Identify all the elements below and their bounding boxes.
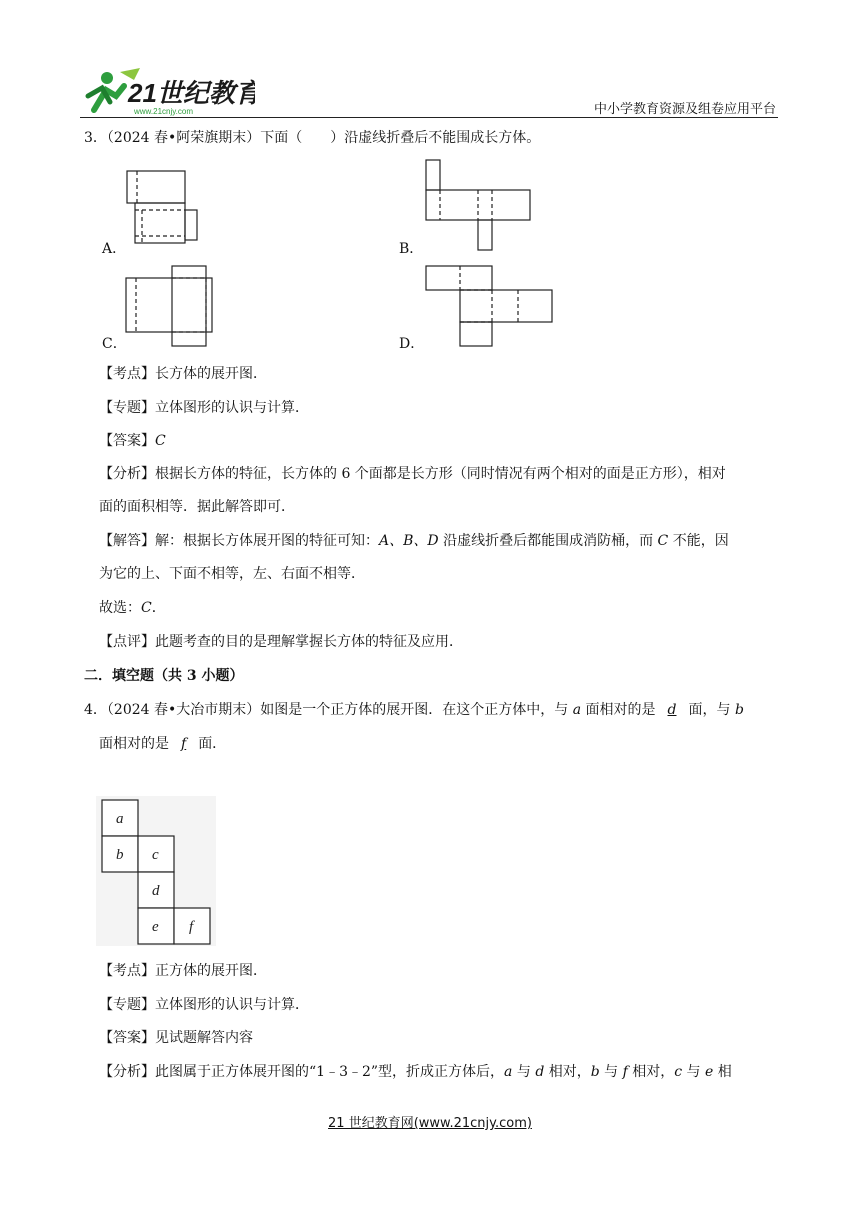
face-f-label: f: [189, 919, 194, 935]
q4-stem-text-4: 面，与: [688, 702, 735, 718]
q3-guxuan-end: ．: [151, 600, 166, 616]
q4-kaodian: 【考点】正方体的展开图．: [99, 963, 267, 979]
q4-stem-line2: [99, 734, 226, 754]
face-d-label: d: [152, 883, 160, 899]
q3-stem: 3．（2024 春•阿荣旗期末）下面（ ）沿虚线折叠后不能围成长方体。: [84, 130, 541, 146]
face-b-label: b: [116, 847, 124, 863]
q4-fenxi-text-7: 与: [599, 1064, 623, 1080]
platform-name: 中小学教育资源及组卷应用平台: [593, 102, 776, 117]
q4-answer-1: d: [667, 702, 677, 718]
footer-link[interactable]: 21 世纪教育网(www.21cnjy.com): [328, 1116, 532, 1131]
q4-fenxi-text-2: a: [504, 1064, 513, 1080]
logo-text: 21世纪教育: [128, 78, 255, 108]
q4-fenxi-text-1: 【分析】此图属于正方体展开图的“1﹣3﹣2”型，折成正方体后，: [99, 1064, 505, 1080]
q3-figure-c: [122, 264, 218, 348]
q4-stem-text-7: 面．: [198, 736, 227, 752]
q3-guxuan-value: C: [141, 600, 152, 616]
q4-stem-text-5: b: [734, 702, 744, 718]
q4-fenxi-text-3: 与: [512, 1064, 536, 1080]
q4-stem-line1: [84, 700, 744, 720]
q4-fenxi-text-11: 与: [682, 1064, 705, 1080]
q3-jieda-text-4: C: [657, 533, 669, 549]
q4-answer: 【答案】见试题解答内容: [99, 1030, 253, 1046]
q3-guxuan: [99, 598, 166, 618]
q3-jieda-text-5: 不能，因: [668, 533, 729, 549]
q4-stem-text-1: 4．（2024 春•大冶市期末）如图是一个正方体的展开图．在这个正方体中，与: [84, 702, 573, 718]
q3-kaodian: 【考点】长方体的展开图．: [99, 366, 267, 382]
q4-cube-net: [96, 796, 220, 950]
q4-stem-text-3: 面相对的是: [581, 702, 656, 718]
logo-graphic: [80, 66, 255, 116]
q4-stem-text-6: 面相对的是: [99, 736, 169, 752]
logo-subtext: www.21cnjy.com: [134, 107, 193, 116]
face-e-label: e: [152, 919, 159, 935]
q3-answer-label: 【答案】: [99, 433, 155, 449]
q4-fenxi-text-10: c: [674, 1064, 683, 1080]
q3-dianping: 【点评】此题考查的目的是理解掌握长方体的特征及应用．: [99, 634, 463, 650]
q4-answer-2: f: [181, 736, 187, 752]
q3-zhuanti: 【专题】立体图形的认识与计算．: [99, 400, 309, 416]
face-c-label: c: [152, 847, 159, 863]
q4-fenxi-text-12: e: [705, 1064, 714, 1080]
q3-figure-a: [122, 166, 202, 248]
q3-jieda-text-3: 沿虚线折叠后都能围成消防桶，而: [438, 533, 658, 549]
q3-jieda-line2: 为它的上、下面不相等，左、右面不相等．: [99, 566, 365, 582]
q3-fenxi-line1: 【分析】根据长方体的特征，长方体的 6 个面都是长方形（同时情况有两个相对的面是正方形），相对: [99, 466, 726, 482]
q3-jieda-text-2: A、B、D: [379, 533, 439, 549]
q3-figure-d: [422, 264, 556, 350]
site-logo: [80, 66, 255, 116]
q3-figure-b: [422, 158, 534, 252]
q3-option-c: C．: [102, 336, 127, 352]
q4-fenxi-text-4: d: [535, 1064, 545, 1080]
face-a-label: a: [116, 811, 124, 827]
q3-option-d: D．: [399, 336, 425, 352]
q3-answer-value: C: [155, 433, 166, 449]
q3-fenxi-line2: 面的面积相等．据此解答即可．: [99, 499, 295, 515]
q4-fenxi-text-9: 相对，: [627, 1064, 675, 1080]
section-title: 二．填空题（共 3 小题）: [84, 668, 244, 684]
header-divider: [80, 117, 778, 118]
q4-stem-text-2: a: [572, 702, 582, 718]
q3-answer: [99, 431, 166, 451]
q3-guxuan-label: 故选：: [99, 600, 141, 616]
q4-fenxi-text-8: f: [622, 1064, 628, 1080]
q4-fenxi-text-13: 相: [713, 1064, 732, 1080]
q4-fenxi-text-6: b: [590, 1064, 600, 1080]
q3-jieda-text-1: 【解答】解：根据长方体展开图的特征可知：: [99, 533, 379, 549]
q4-fenxi-line1: [99, 1062, 732, 1082]
q3-jieda-line1: [99, 531, 729, 551]
q3-option-a: A．: [102, 241, 127, 257]
q3-option-b: B．: [399, 241, 424, 257]
q4-fenxi-text-5: 相对，: [544, 1064, 591, 1080]
q4-zhuanti: 【专题】立体图形的认识与计算．: [99, 997, 309, 1013]
